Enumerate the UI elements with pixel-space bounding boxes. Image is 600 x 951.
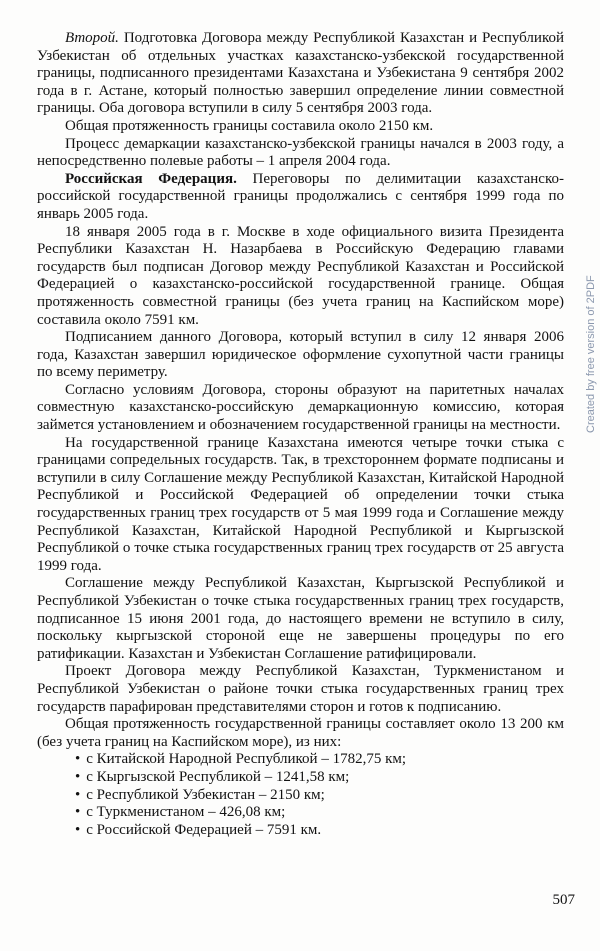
list-item [75,751,564,769]
paragraph [37,663,564,716]
list-item [75,804,564,822]
paragraph [37,171,564,224]
list-item [75,787,564,805]
list-item-text: с Республикой Узбекистан – 2150 км; [86,786,325,803]
list-item-text: с Кыргызской Республикой – 1241,58 км; [86,768,350,785]
paragraph [37,118,564,136]
border-length-list [37,751,564,839]
paragraph-text: Общая протяженность государственной границы составляет около 13 200 км (без учета границ на Каспийском море), из них: [37,716,564,750]
paragraph [37,575,564,663]
paragraph-lead: Второй. [65,30,119,46]
text-block [37,30,564,839]
list-item-text: с Российской Федерацией – 7591 км. [86,821,322,838]
list-item [75,769,564,787]
paragraph-text: Переговоры по делимитации казахстанско-российской государственной границы продолжались с сентября 1999 года по январь 2005 года. [37,170,564,222]
paragraph-text: На государственной границе Казахстана имеются четыре точки стыка с границами сопредельных государств. Так, в трехстороннем формате подписаны и вступили в силу Соглашение между Республикой Казахстан, Китайской Народной Республикой и Российской Федерацией об определении точки стыка государственных границ трех государств от 5 мая 1999 года и Соглашение между Республикой Казахстан, Китайской Народной Республикой и Кыргызской Республикой о точке стыка государственных границ трех государств от 25 августа 1999 года. [37,434,564,574]
paragraph-text: Процесс демаркации казахстанско-узбекской границы начался в 2003 году, а непосредственно полевые работы – 1 апреля 2004 года. [37,135,564,170]
paragraph-lead: Российская Федерация. [65,170,237,187]
bullet-icon: • [75,804,81,821]
bullet-icon: • [75,768,81,785]
paragraph-text: Общая протяженность границы составила около 2150 км. [65,117,434,134]
list-item-text: с Туркменистаном – 426,08 км; [86,804,286,821]
bullet-icon: • [75,751,81,768]
watermark: Created by free version of 2PDF [585,275,597,433]
page-number: 507 [552,892,575,908]
paragraph [37,224,564,330]
paragraph-text: Соглашение между Республикой Казахстан, Кыргызской Республикой и Республикой Узбекистан о точке стыка государственных границ трех государств, подписанное 15 июня 2001 года, до настоящего времени не вступило в силу, поскольку кыргызской стороной еще не завершены процедуры по его ратификации. Казахстан и Узбекистан Соглашение ратифицировали. [37,575,564,662]
paragraph [37,329,564,382]
paragraph-text: Согласно условиям Договора, стороны образуют на паритетных началах совместную казахстанско-российскую демаркационную комиссию, которая займется установлением и обозначением государственной границы на местности. [37,381,564,434]
paragraph [37,435,564,576]
paragraph-text: 18 января 2005 года в г. Москве в ходе официального визита Президента Республики Казахстан Н. Назарбаева в Российскую Федерацию главами государств был подписан Договор между Республикой Казахстан и Российской Федерацией о казахстанско-российской государственной границе. Общая протяженность совместной границы (без учета границ на Каспийском море) составила около 7591 км. [37,223,564,328]
bullet-icon: • [75,821,81,838]
paragraph-text: Проект Договора между Республикой Казахстан, Туркменистаном и Республикой Узбекистан о районе точки стыка государственных границ трех государств парафирован представителями сторон и готов к подписанию. [37,663,564,715]
list-item [75,822,564,840]
list-item-text: с Китайской Народной Республикой – 1782,75 км; [86,751,407,768]
paragraph-text: Подписанием данного Договора, который вступил в силу 12 января 2006 года, Казахстан завершил юридическое оформление сухопутной части границы по всему периметру. [37,329,564,381]
bullet-icon: • [75,786,81,803]
paragraph [37,136,564,171]
paragraph-text: Подготовка Договора между Республикой Казахстан и Республикой Узбекистан об отдельных участках казахстанско-узбекской государственной границы, подписанного президентами Казахстана и Узбекистана 9 сентября 2002 года в г. Астане, который полностью завершил определение линии совместной границы. Оба договора вступили в силу 5 сентября 2003 года. [37,30,564,117]
paragraph [37,30,564,118]
paragraph [37,382,564,435]
paragraph [37,716,564,751]
